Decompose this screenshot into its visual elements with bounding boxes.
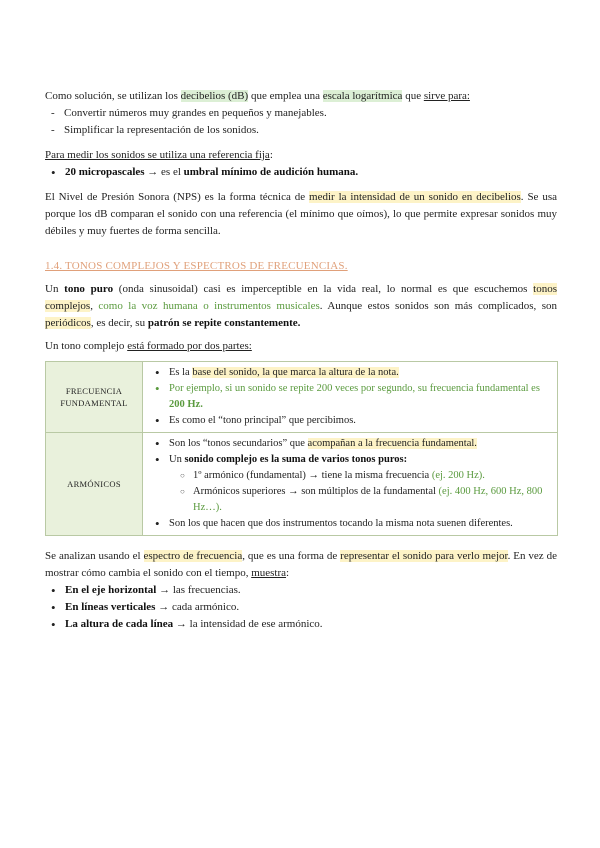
text: , que es una forma de xyxy=(242,550,341,562)
list-item xyxy=(169,381,551,413)
text: Un tono complejo xyxy=(45,340,128,352)
list-item: - Simplificar la representación de los sonidos. xyxy=(51,122,557,139)
text: → la intensidad de ese armónico. xyxy=(173,618,323,630)
document-page xyxy=(45,88,557,633)
bold-text: 20 micropascales xyxy=(65,166,145,178)
table-cell xyxy=(143,433,558,536)
highlight-tonos: tonos complejos xyxy=(45,283,557,312)
highlight-representar: representar el sonido para verlo mejor xyxy=(340,550,508,562)
table-cell xyxy=(143,362,558,433)
highlight-escala: escala logarítmica xyxy=(322,90,403,102)
text: 1º armónico (fundamental) → tiene la misma frecuencia xyxy=(193,470,432,481)
text: Un xyxy=(45,283,65,295)
text: : xyxy=(286,567,290,579)
complejo-paragraph xyxy=(45,338,557,355)
list-item: • Es como el “tono principal” que percibimos. xyxy=(169,413,551,429)
list-item xyxy=(169,365,551,381)
list-item xyxy=(65,582,557,599)
underlined-text: Para medir los sonidos se utiliza una referencia fija xyxy=(45,149,270,161)
bold-text: En el eje horizontal xyxy=(65,584,157,596)
text: El Nivel de Presión Sonora (NPS) es la forma técnica de xyxy=(45,191,310,203)
text: Como solución, se utilizan los xyxy=(45,90,181,102)
highlight-periodicos: periódicos xyxy=(45,317,91,329)
sub-list-item xyxy=(193,484,551,516)
underlined-text: está formado por dos partes: xyxy=(127,340,252,352)
underlined-text: sirve para: xyxy=(423,90,470,102)
list-item xyxy=(65,616,557,633)
table-row xyxy=(46,433,558,536)
list-item: - Convertir números muy grandes en pequeños y manejables. xyxy=(51,105,557,122)
bold-text: sonido complejo es la suma de varios tonos puros: xyxy=(184,454,408,465)
sub-list-item xyxy=(193,468,551,484)
text: que emplea una xyxy=(248,90,323,102)
text: (onda sinusoidal) casi es imperceptible en la vida real, lo normal es que escuchemos xyxy=(113,283,534,295)
bold-text: umbral mínimo de audición humana. xyxy=(183,166,359,178)
bold-text: La altura de cada línea xyxy=(65,618,174,630)
table-label: ARMÓNICOS xyxy=(46,433,143,536)
highlight-medir: medir la intensidad de un sonido en decibelios xyxy=(309,191,521,203)
bullet-list xyxy=(45,164,557,181)
list-item xyxy=(65,164,557,181)
text: , xyxy=(90,300,99,312)
bold-text: tono puro xyxy=(64,283,114,295)
bullet-list xyxy=(45,582,557,633)
highlight-espectro: espectro de frecuencia xyxy=(143,550,243,562)
bold-text: En líneas verticales xyxy=(65,601,156,613)
nps-paragraph xyxy=(45,189,557,240)
table-label: FRECUENCIA FUNDAMENTAL xyxy=(46,362,143,433)
green-text: (ej. 400 Hz, 600 Hz, 800 Hz…). xyxy=(193,486,543,513)
table-row xyxy=(46,362,558,433)
text: Se analizan usando el xyxy=(45,550,144,562)
highlight-decibelios: decibelios (dB) xyxy=(180,90,249,102)
text: Un xyxy=(169,454,185,465)
section-heading: 1.4. TONOS COMPLEJOS Y ESPECTROS DE FRECUENCIAS. xyxy=(45,260,348,272)
text: : xyxy=(269,149,273,161)
highlight-acompanan: acompañan a la frecuencia fundamental. xyxy=(307,438,477,449)
highlight-base: base del sonido, la que marca la altura de la nota. xyxy=(192,367,399,378)
referencia-paragraph xyxy=(45,147,557,164)
list-item xyxy=(169,452,551,516)
text: Es la xyxy=(169,367,193,378)
dash-list xyxy=(45,105,557,139)
green-text: como la voz humana o instrumentos musicales xyxy=(98,300,320,312)
text: . En vez de mostrar cómo cambia el sonido con el tiempo, xyxy=(45,550,557,579)
text: . Aunque estos sonidos son más complicados, son xyxy=(319,300,558,312)
text: , es decir, su xyxy=(90,317,148,329)
text: que xyxy=(402,90,424,102)
green-text: (ej. 200 Hz). xyxy=(431,470,485,481)
text: Armónicos superiores → son múltiplos de la fundamental xyxy=(193,486,439,497)
text: → las frecuencias. xyxy=(156,584,241,596)
list-item xyxy=(65,599,557,616)
parts-table xyxy=(45,361,558,536)
tono-paragraph xyxy=(45,281,557,332)
text: → cada armónico. xyxy=(155,601,240,613)
text: . Se usa porque los dB comparan el sonido con una referencia (el mínimo que oímos), lo que permite expresar sonidos muy débiles y muy fuertes de forma sencilla. xyxy=(45,191,558,237)
text: Son los “tonos secundarios” que xyxy=(169,438,308,449)
bold-text: patrón se repite constantemente. xyxy=(147,317,301,329)
intro-paragraph xyxy=(45,88,557,105)
espectro-paragraph xyxy=(45,548,557,582)
green-text: Por ejemplo, si un sonido se repite 200 veces por segundo, su frecuencia fundamental es xyxy=(169,383,540,394)
list-item: • Son los que hacen que dos instrumentos tocando la misma nota suenen diferentes. xyxy=(169,516,551,532)
list-item xyxy=(169,436,551,452)
underlined-text: muestra xyxy=(251,567,287,579)
text: → es el xyxy=(144,166,184,178)
bold-text: 200 Hz. xyxy=(169,399,203,410)
